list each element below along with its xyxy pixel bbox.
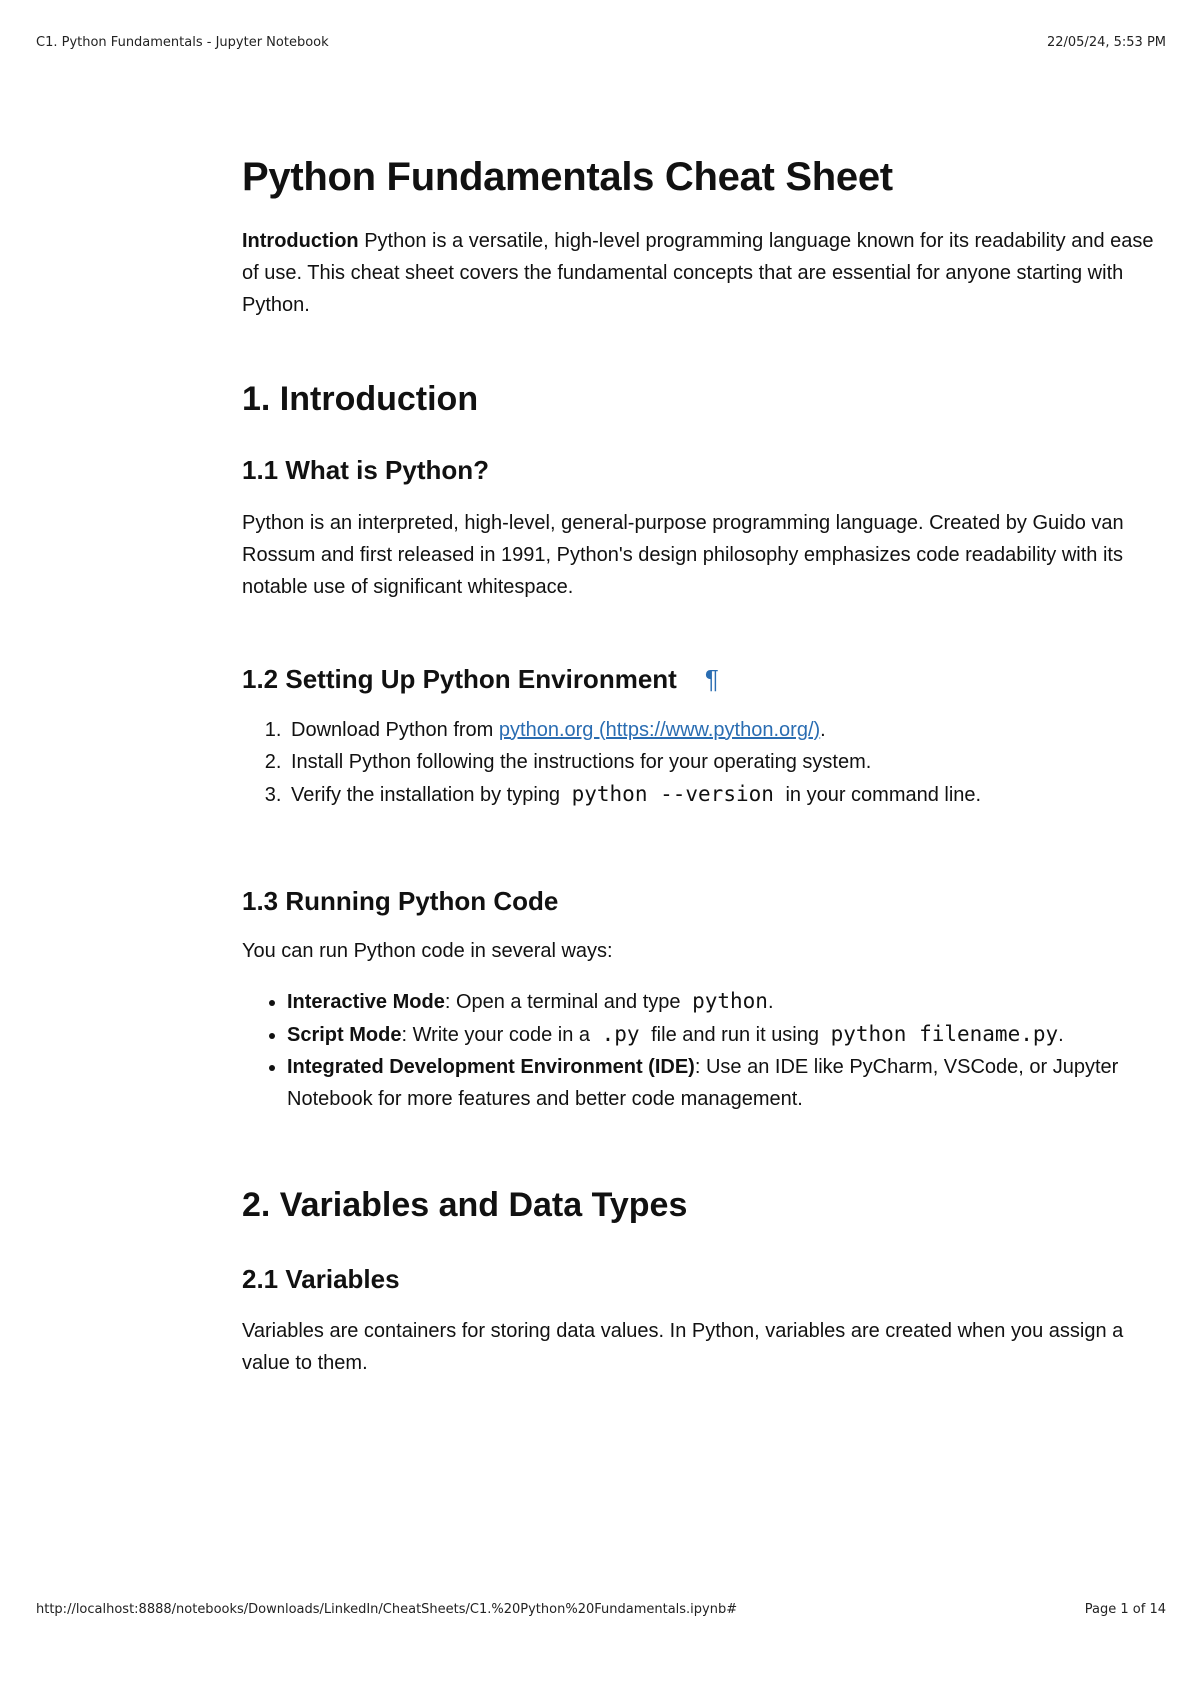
print-header bbox=[36, 35, 1166, 50]
section-2-1-body: Variables are containers for storing data values. In Python, variables are created when you assign a value to them. bbox=[242, 1320, 1124, 1375]
list-item-text: : Use an IDE like PyCharm, VSCode, or Jupyter Notebook for more features and better code management. bbox=[287, 1056, 1119, 1111]
print-footer-url: http://localhost:8888/notebooks/Downloads/LinkedIn/CheatSheets/C1.%20Python%20Fundamentals.ipynb# bbox=[36, 1602, 738, 1617]
section-1-1-heading: 1.1 What is Python? bbox=[242, 455, 490, 486]
list-item-text: : Write your code in a bbox=[401, 1024, 596, 1047]
list-item-text: . bbox=[1058, 1024, 1064, 1047]
intro-label: Introduction bbox=[242, 230, 359, 252]
inline-code: python bbox=[692, 989, 768, 1014]
list-item-text: . bbox=[767, 991, 774, 1014]
list-item bbox=[287, 714, 1162, 746]
section-2-1-heading: 2.1 Variables bbox=[242, 1263, 400, 1294]
list-item-text: in your command line. bbox=[779, 783, 982, 806]
section-1-2-heading-text: 1.2 Setting Up Python Environment bbox=[242, 663, 677, 694]
list-item-text: : Open a terminal and type bbox=[444, 991, 687, 1014]
inline-code: python --version bbox=[571, 781, 774, 806]
print-footer bbox=[36, 1602, 1166, 1617]
run-modes-list bbox=[242, 985, 1162, 1115]
anchor-link-icon[interactable]: ¶ bbox=[704, 663, 719, 694]
document-title: Python Fundamentals Cheat Sheet bbox=[242, 155, 893, 199]
list-item-text: Verify the installation by typing bbox=[291, 783, 566, 806]
section-2-heading: 2. Variables and Data Types bbox=[242, 1186, 688, 1225]
print-header-datetime: 22/05/24, 5:53 PM bbox=[1046, 35, 1166, 50]
list-item-text: Download Python from bbox=[291, 718, 499, 741]
section-1-2-heading bbox=[242, 665, 1162, 694]
python-org-link[interactable]: python.org (https://www.python.org/) bbox=[498, 718, 821, 741]
section-1-3-intro: You can run Python code in several ways: bbox=[242, 940, 613, 963]
setup-steps-list bbox=[242, 714, 1162, 811]
list-item-text: . bbox=[820, 718, 826, 741]
section-1-1-body: Python is an interpreted, high-level, general-purpose programming language. Created by Guido van Rossum and first released in 1991, Python's design philosophy emphasizes code readability with its notable use of significant whitespace. bbox=[242, 511, 1124, 598]
inline-code: python filename.py bbox=[830, 1022, 1059, 1047]
intro-text: Python is a versatile, high-level programming language known for its readability and ease of use. This cheat sheet covers the fundamental concepts that are essential for anyone starting with Python. bbox=[242, 230, 1154, 316]
section-1-3-heading: 1.3 Running Python Code bbox=[242, 885, 559, 916]
list-item bbox=[287, 778, 1162, 811]
list-item bbox=[287, 985, 1162, 1018]
section-1-heading: 1. Introduction bbox=[242, 380, 479, 418]
intro-paragraph bbox=[242, 225, 1162, 321]
bullet-label: Script Mode bbox=[287, 1024, 402, 1047]
print-header-title: C1. Python Fundamentals - Jupyter Notebook bbox=[36, 35, 329, 50]
list-item-text: file and run it using bbox=[645, 1024, 825, 1047]
list-item bbox=[287, 1018, 1162, 1051]
list-item bbox=[287, 1051, 1162, 1115]
bullet-label: Interactive Mode bbox=[287, 991, 445, 1014]
page-number: Page 1 of 14 bbox=[1084, 1602, 1166, 1617]
bullet-label: Integrated Development Environment (IDE) bbox=[287, 1056, 695, 1079]
inline-code: .py bbox=[601, 1022, 640, 1047]
list-item: 2. Install Python following the instructions for your operating system. bbox=[287, 746, 1162, 778]
notebook-content bbox=[242, 155, 1162, 1379]
